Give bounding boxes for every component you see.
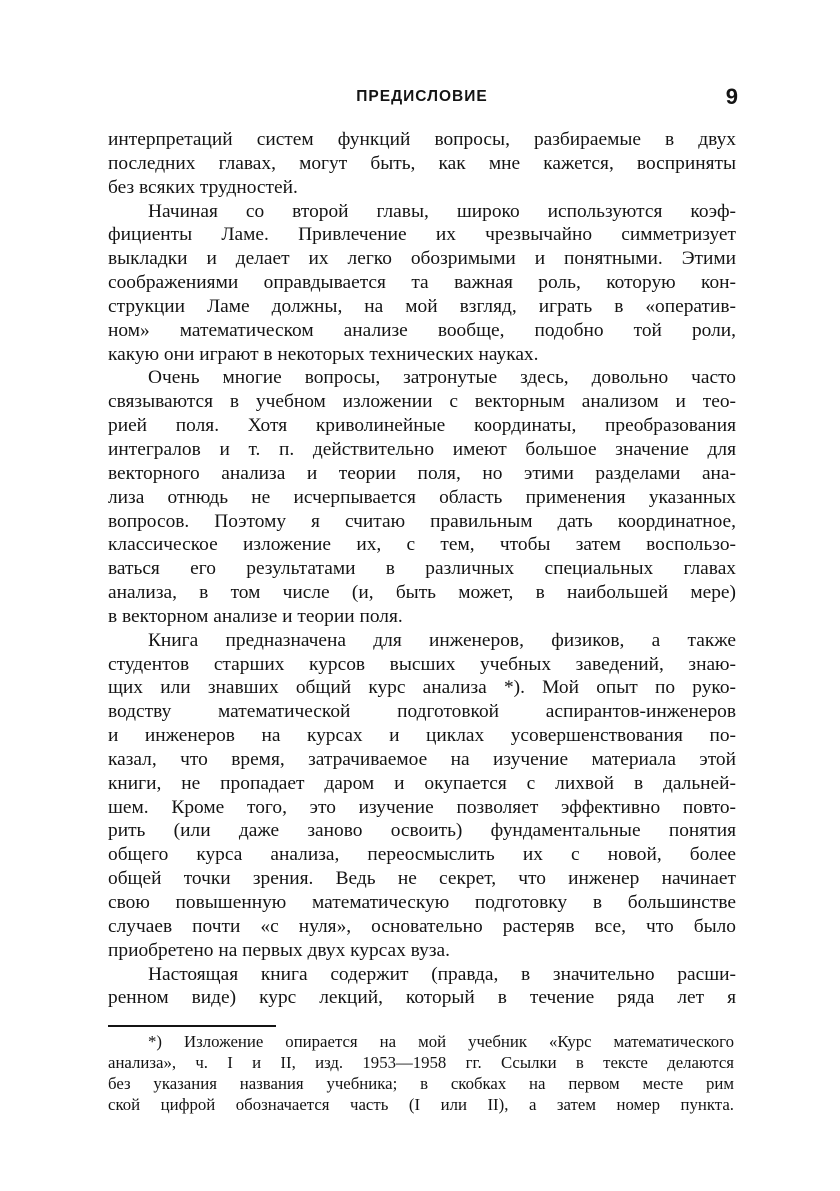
text-line: фициенты Ламе. Привлечение их чрезвычайно симметризует: [108, 224, 736, 246]
text-line: Настоящая книга содержит (правда, в значительно расши-: [148, 963, 736, 985]
text-line: без всяких трудностей.: [108, 176, 298, 198]
text-line: водству математической подготовкой аспирантов-инженеров: [108, 701, 736, 723]
paragraph: [108, 629, 736, 963]
text-line: щих или знавших общий курс анализа *). Мой опыт по руко-: [108, 677, 736, 699]
text-line: классическое изложение их, с тем, чтобы затем воспользо-: [108, 534, 736, 556]
text-line: ном» математическом анализе вообще, подобно той роли,: [108, 319, 736, 341]
text-line: студентов старших курсов высших учебных заведений, знаю-: [108, 653, 736, 675]
footnote-line: без указания названия учебника; в скобках на первом месте рим: [108, 1074, 734, 1093]
text-line: связываются в учебном изложении с векторным анализом и тео-: [108, 391, 736, 413]
footnote-line: ской цифрой обозначается часть (I или II), а затем номер пункта.: [108, 1095, 734, 1114]
text-line: интерпретаций систем функций вопросы, разбираемые в двух: [108, 129, 736, 150]
paragraph: [108, 963, 736, 1011]
text-line: лиза отнюдь не исчерпывается область применения указанных: [108, 486, 736, 508]
text-line: и инженеров на курсах и циклах усовершенствования по-: [108, 725, 736, 747]
text-line: соображениями оправдывается та важная роль, которую кон-: [108, 272, 736, 294]
text-line: случаев почти «с нуля», основательно растеряв все, что было: [108, 915, 736, 937]
paragraph: [108, 200, 736, 367]
text-line: векторного анализа и теории поля, но этими разделами ана-: [108, 462, 736, 484]
text-line: струкции Ламе должны, на мой взгляд, играть в «оператив-: [108, 295, 736, 317]
text-line: Начиная со второй главы, широко используются коэф-: [148, 200, 736, 222]
footnote-line: *) Изложение опирается на мой учебник «Курс математического: [148, 1032, 734, 1051]
text-line: вопросов. Поэтому я считаю правильным дать координатное,: [108, 510, 736, 532]
running-header: [106, 84, 738, 114]
chapter-title: ПРЕДИСЛОВИЕ: [356, 88, 488, 105]
main-text: [108, 128, 736, 1010]
text-line: общей точки зрения. Ведь не секрет, что инженер начинает: [108, 868, 736, 890]
text-line: выкладки и делает их легко обозримыми и понятными. Этими: [108, 248, 736, 270]
text-line: приобретено на первых двух курсах вуза.: [108, 939, 450, 961]
footnote-line: анализа», ч. I и II, изд. 1953—1958 гг. Ссылки в тексте делаются: [108, 1053, 734, 1072]
text-line: книги, не пропадает даром и окупается с лихвой в дальней-: [108, 772, 736, 794]
text-line: интегралов и т. п. действительно имеют большое значение для: [108, 438, 736, 460]
paragraph: [108, 366, 736, 628]
text-line: общего курса анализа, переосмыслить их с новой, более: [108, 844, 736, 866]
text-line: Книга предназначена для инженеров, физиков, а также: [148, 629, 736, 651]
text-line: казал, что время, затрачиваемое на изучение материала этой: [108, 748, 736, 770]
text-line: ваться его результатами в различных специальных главах: [108, 558, 736, 580]
text-line: в векторном анализе и теории поля.: [108, 605, 403, 627]
text-line: Очень многие вопросы, затронутые здесь, довольно часто: [148, 367, 736, 389]
text-line: последних главах, могут быть, как мне кажется, восприняты: [108, 152, 736, 174]
text-line: рить (или даже заново освоить) фундаментальные понятия: [108, 820, 736, 842]
paragraph: [108, 128, 736, 200]
text-line: шем. Кроме того, это изучение позволяет эффективно повто-: [108, 796, 736, 818]
text-line: ренном виде) курс лекций, который в течение ряда лет я: [108, 987, 736, 1009]
text-line: рией поля. Хотя криволинейные координаты, преобразования: [108, 415, 736, 437]
text-line: анализа, в том числе (и, быть может, в наибольшей мере): [108, 582, 736, 604]
footnote-divider: [108, 1025, 276, 1027]
text-line: какую они играют в некоторых технических науках.: [108, 343, 539, 365]
page-number: 9: [725, 84, 738, 109]
footnote: [108, 1031, 734, 1115]
text-line: свою повышенную математическую подготовку в большинстве: [108, 892, 736, 913]
